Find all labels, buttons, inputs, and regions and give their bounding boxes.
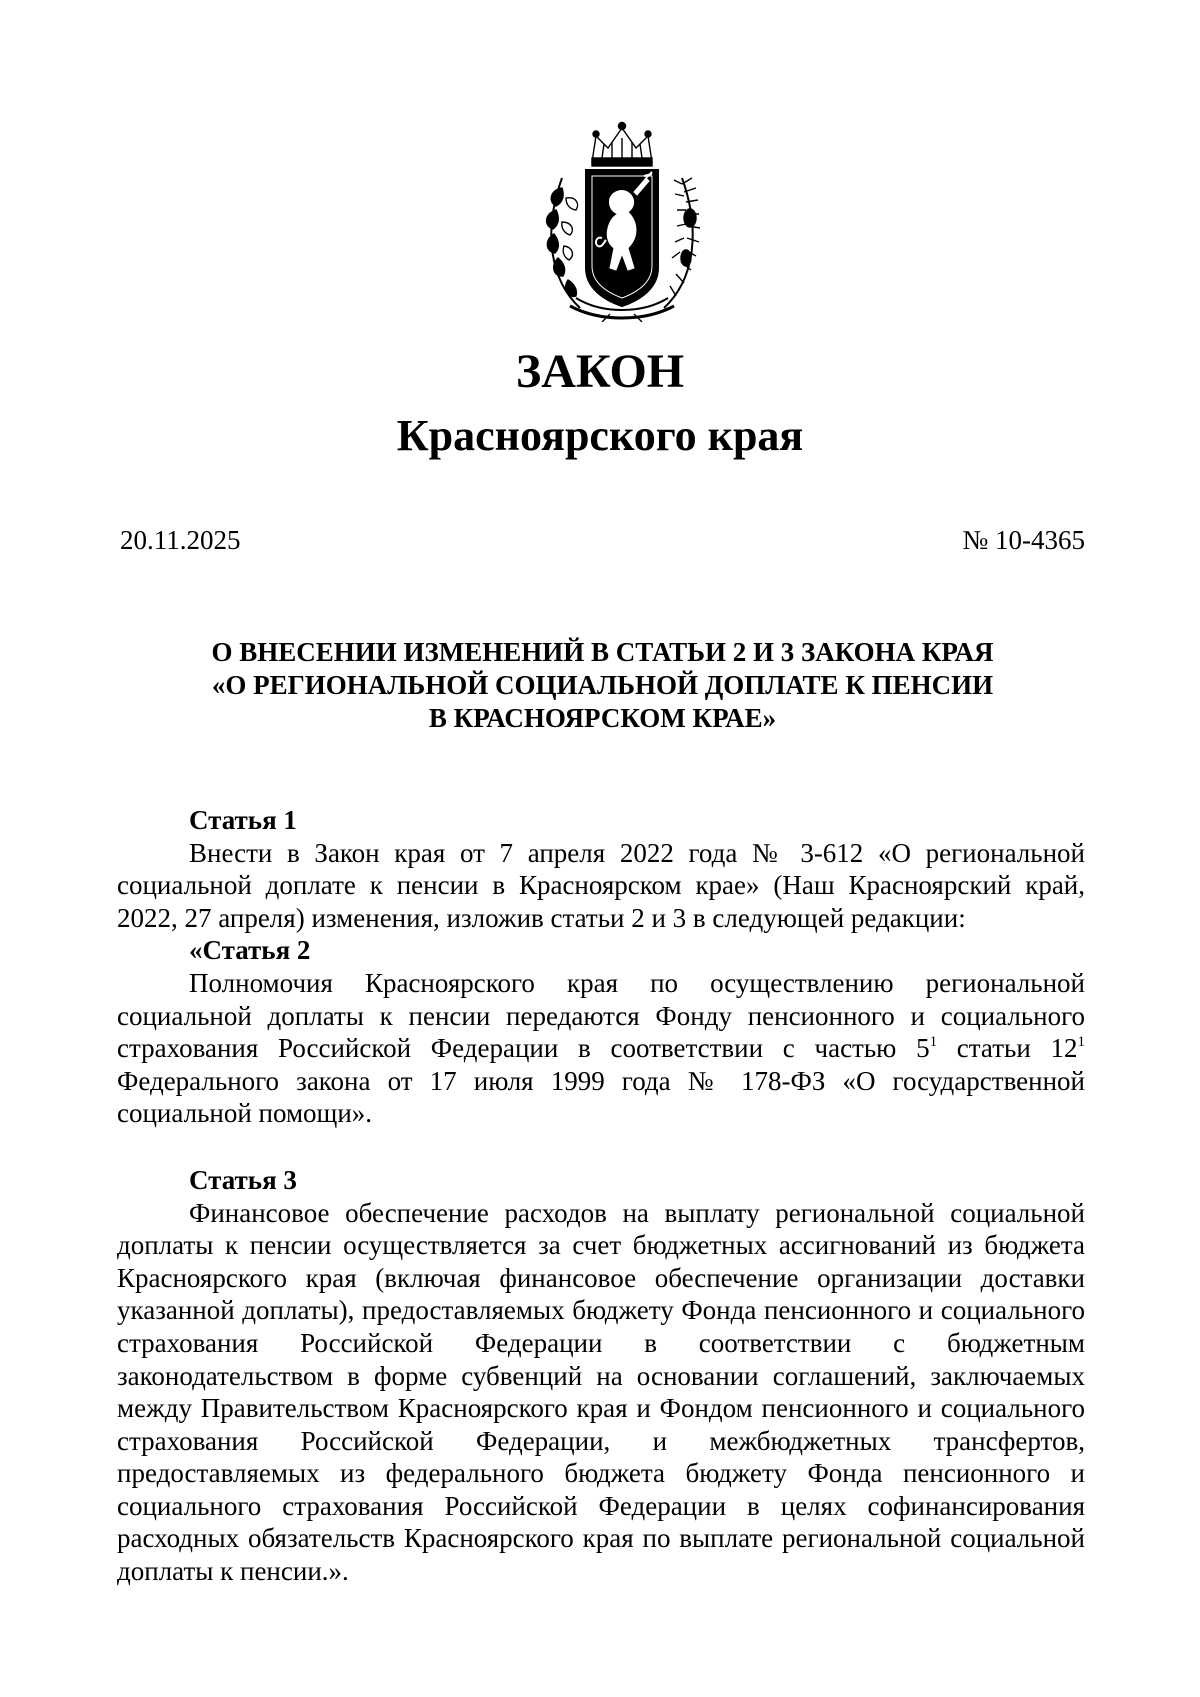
article-2-text-part: Полномочия Красноярского края по осуществлению региональной социальной доплаты к пенсии передаются Фонду пенсионного и социального страхования Российской Федерации в соответствии с частью 5 bbox=[117, 967, 1085, 1064]
article-3-title: Статья 3 bbox=[189, 1164, 297, 1195]
article-2-text-part: Федерального закона от 17 июля 1999 года № 178-ФЗ «О государственной социальной помощи». bbox=[117, 1065, 1085, 1129]
document-number: № 10-4365 bbox=[962, 525, 1085, 555]
heading-line: В КРАСНОЯРСКОМ КРАЕ» bbox=[428, 703, 777, 733]
superscript: 1 bbox=[929, 1034, 938, 1051]
krasnoyarsk-krai-coat-of-arms-icon bbox=[540, 118, 704, 322]
article-1-text: Внести в Закон края от 7 апреля 2022 года № 3-612 «О региональной социальной доплате к пенсии в Красноярском крае» (Наш Красноярский край, 2022, 27 апреля) изменения, изложив статьи 2 и 3 в следующей редакции: bbox=[117, 837, 1085, 933]
spacer bbox=[117, 1130, 1085, 1164]
document-heading bbox=[120, 636, 1085, 735]
document-date: 20.11.2025 bbox=[120, 525, 241, 555]
superscript: 1 bbox=[1077, 1034, 1085, 1051]
document-body bbox=[117, 804, 1085, 1588]
article-2-text-part: статьи 12 bbox=[937, 1033, 1078, 1064]
article-1-title: Статья 1 bbox=[189, 805, 297, 835]
article-2-text bbox=[117, 967, 1085, 1130]
article-3-text: Финансовое обеспечение расходов на выплату региональной социальной доплаты к пенсии осуществляется за счет бюджетных ассигнований из бюджета Красноярского края (включая финансовое обеспечение организации доставки указанной доплаты), предоставляемых бюджету Фонда пенсионного и социального страхования Российской Федерации в соответствии с бюджетным законодательством в форме субвенций на основании соглашений, заключаемых между Правительством Красноярского края и Фондом пенсионного и социального страхования Российской Федерации, и межбюджетных трансфертов, предоставляемых из федерального бюджета бюджету Фонда пенсионного и социального страхования Российской Федерации в целях софинансирования расходных обязательств Красноярского края по выплате региональной социальной доплаты к пенсии.». bbox=[117, 1197, 1085, 1587]
document-type-title: ЗАКОН bbox=[515, 345, 685, 398]
heading-line: О ВНЕСЕНИИ ИЗМЕНЕНИЙ В СТАТЬИ 2 И 3 ЗАКОНА КРАЯ bbox=[211, 637, 994, 667]
issuer-subtitle: Красноярского края bbox=[396, 411, 804, 460]
article-2-title: «Статья 2 bbox=[189, 935, 311, 966]
heading-line: «О РЕГИОНАЛЬНОЙ СОЦИАЛЬНОЙ ДОПЛАТЕ К ПЕНСИИ bbox=[211, 670, 994, 700]
